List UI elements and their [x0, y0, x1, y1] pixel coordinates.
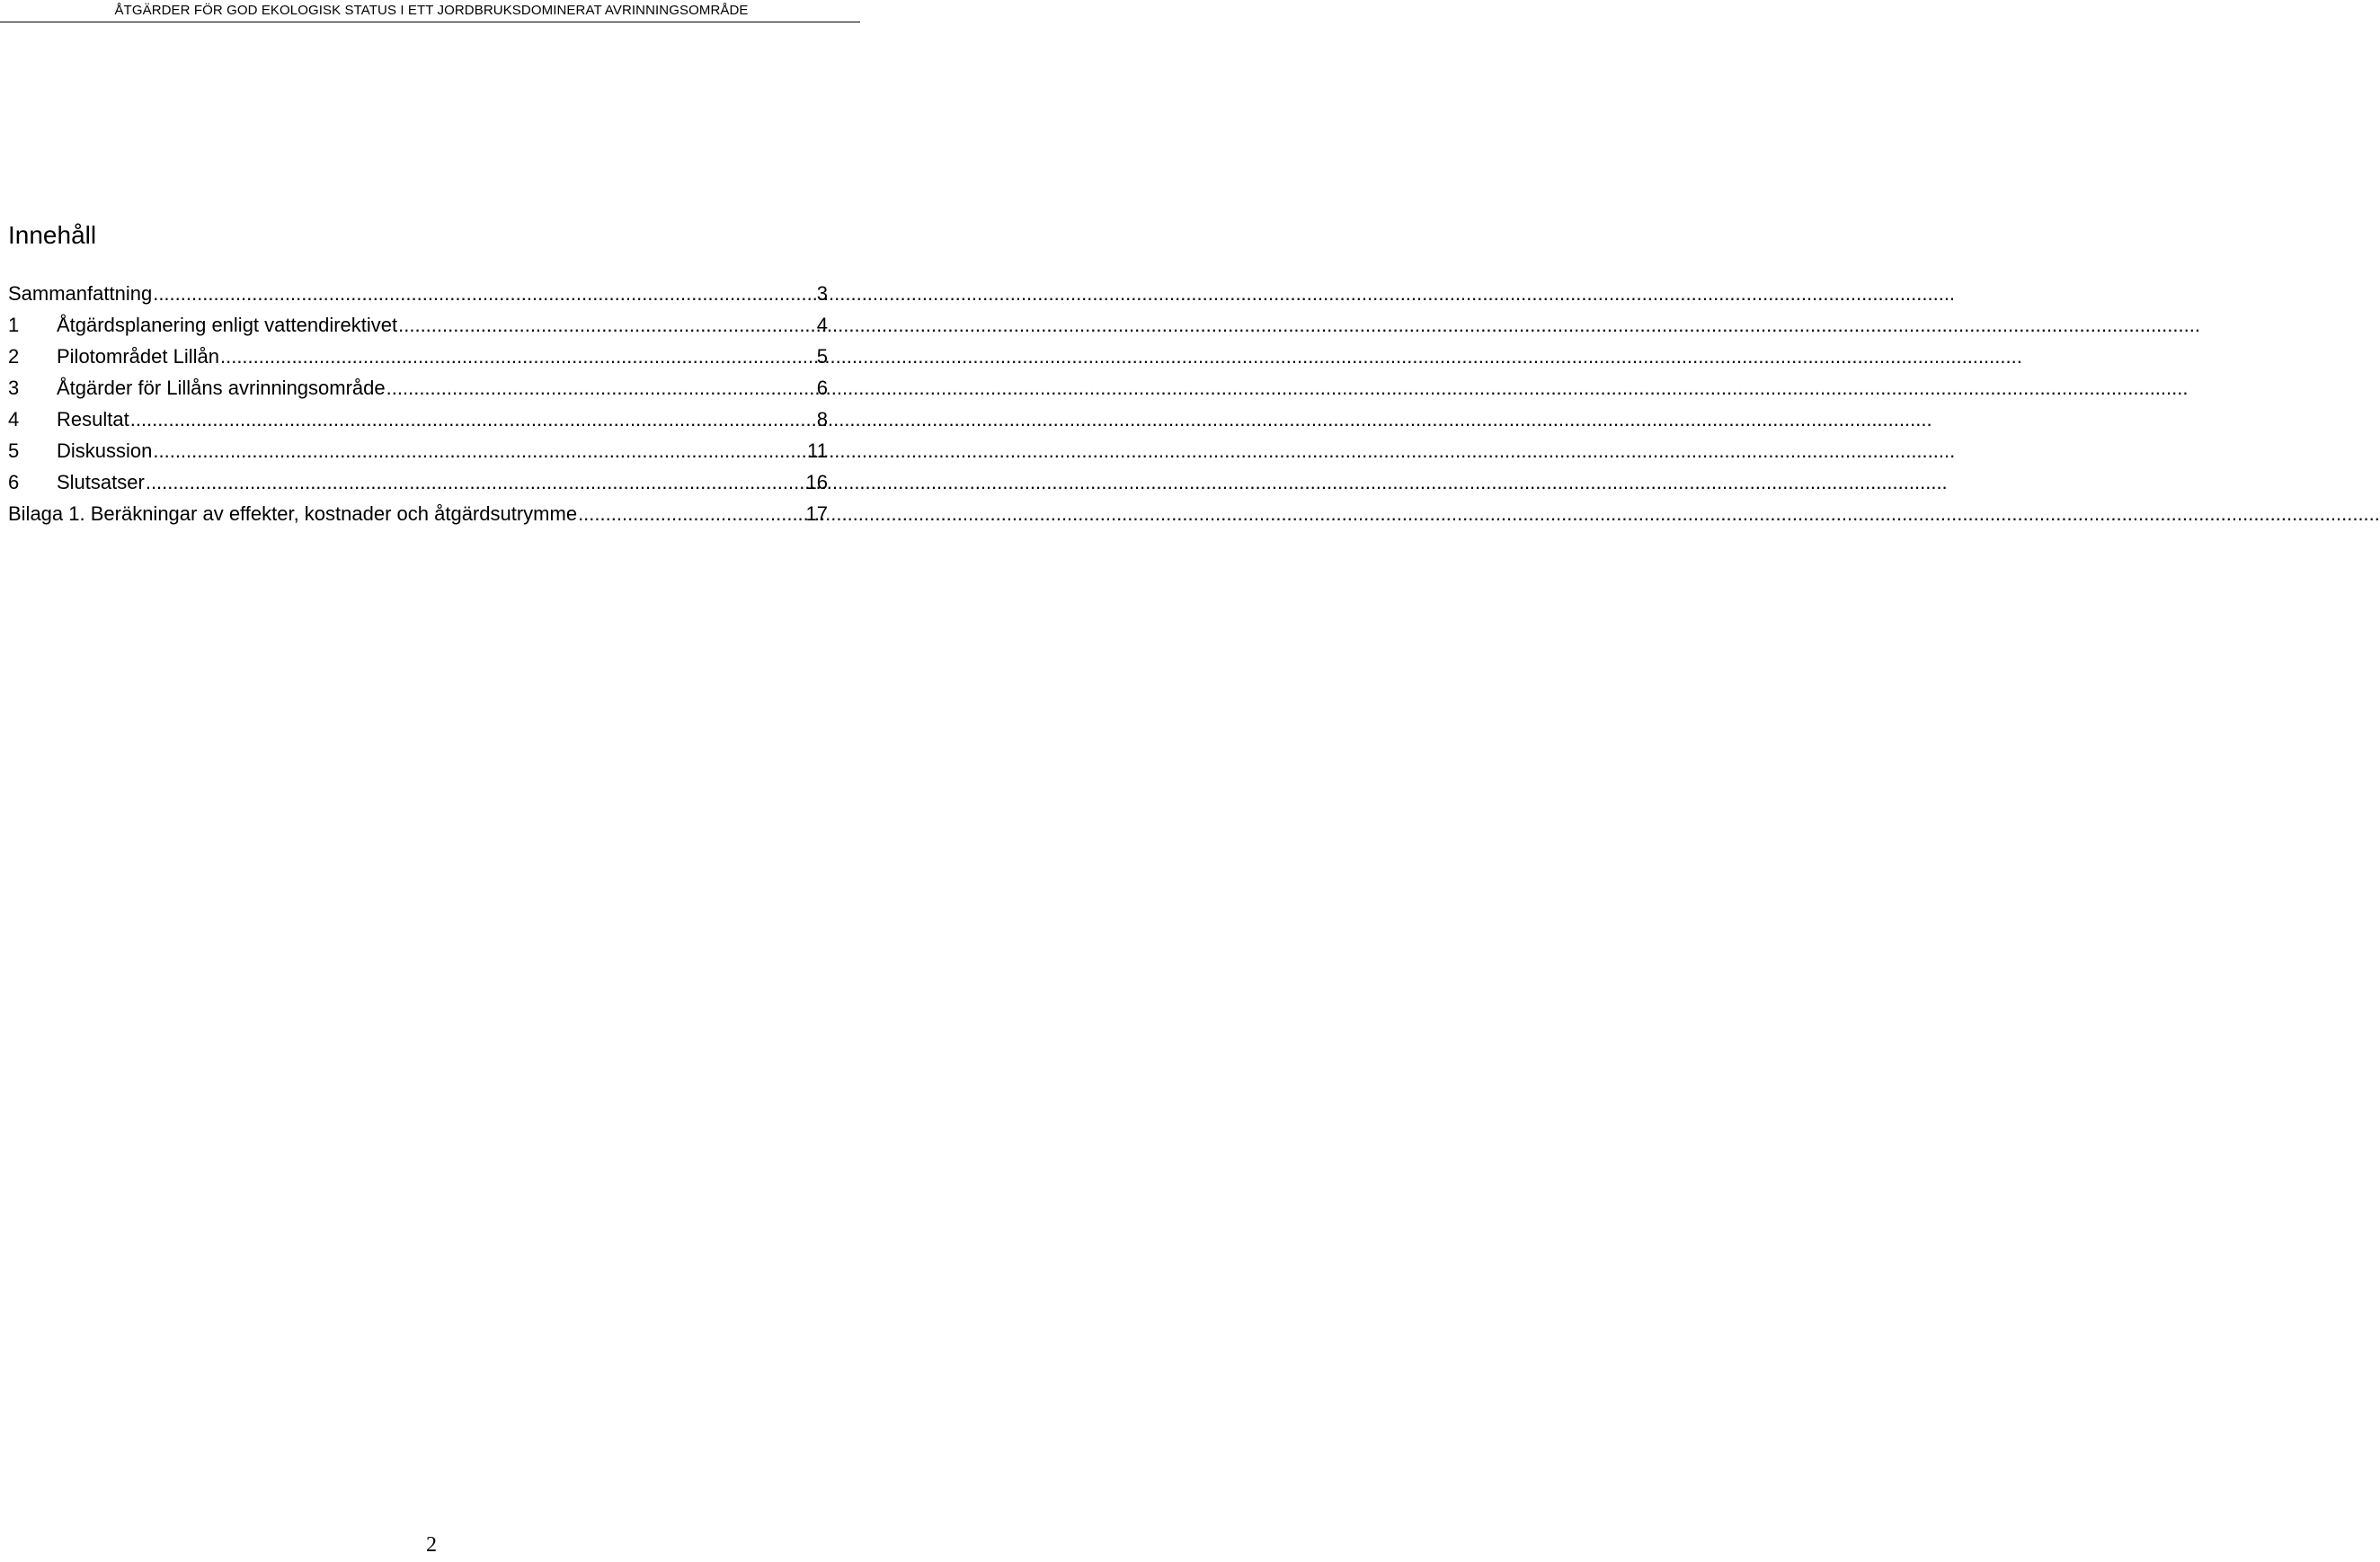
- toc-entry-sammanfattning[interactable]: [8, 278, 828, 309]
- toc-entry-text: Sammanfattning: [8, 282, 153, 305]
- toc-dot-leader: [219, 341, 812, 372]
- toc-entry-text: Pilotområdet Lillån: [57, 345, 219, 368]
- page-number: 2: [426, 1533, 437, 1557]
- toc-entry-number: 6: [8, 471, 20, 493]
- toc-entry-text: Bilaga 1. Beräkningar av effekter, kostnader och åtgärdsutrymme: [8, 502, 578, 525]
- toc-entry-bilaga-1[interactable]: [8, 498, 828, 529]
- toc-entry-4[interactable]: [8, 404, 828, 435]
- toc-entry-text: Resultat: [57, 408, 129, 430]
- running-header: ÅTGÄRDER FÖR GOD EKOLOGISK STATUS I ETT JORDBRUKSDOMINERAT AVRINNINGSOMRÅDE: [114, 3, 749, 18]
- toc-entry-page: 4: [816, 314, 828, 336]
- toc-entry-page: 8: [816, 408, 828, 430]
- toc-entry-text: Diskussion: [57, 439, 153, 462]
- toc-dot-leader: [129, 404, 812, 435]
- toc-entry-number: 1: [8, 314, 20, 336]
- toc-entry-text: Slutsatser: [57, 471, 145, 493]
- toc-entry-page: 16: [805, 471, 828, 493]
- toc-dot-leader: [577, 498, 800, 529]
- toc-entry-page: 5: [816, 345, 828, 368]
- toc-entry-text: Åtgärder för Lillåns avrinningsområde: [57, 377, 386, 399]
- toc-title: Innehåll: [8, 221, 97, 249]
- toc-entry-number: 3: [8, 377, 20, 399]
- toc-dot-leader: [152, 435, 802, 466]
- toc-entry-1[interactable]: [8, 309, 828, 341]
- toc-entry-3[interactable]: [8, 372, 828, 404]
- toc-entry-page: 17: [805, 502, 828, 525]
- toc-entry-page: 3: [816, 282, 828, 305]
- toc-dot-leader: [386, 372, 812, 404]
- toc-entry-2[interactable]: [8, 341, 828, 372]
- toc-entry-text: Åtgärdsplanering enligt vattendirektivet: [57, 314, 398, 336]
- toc-entry-page: 11: [807, 439, 828, 462]
- toc-entry-number: 5: [8, 439, 20, 462]
- toc-dot-leader: [145, 466, 801, 498]
- toc-entry-5[interactable]: [8, 435, 828, 466]
- toc-entry-number: 2: [8, 345, 20, 368]
- table-of-contents: [8, 278, 828, 529]
- toc-dot-leader: [152, 278, 812, 309]
- toc-entry-page: 6: [816, 377, 828, 399]
- toc-entry-6[interactable]: [8, 466, 828, 498]
- toc-dot-leader: [397, 309, 812, 341]
- toc-entry-number: 4: [8, 408, 20, 430]
